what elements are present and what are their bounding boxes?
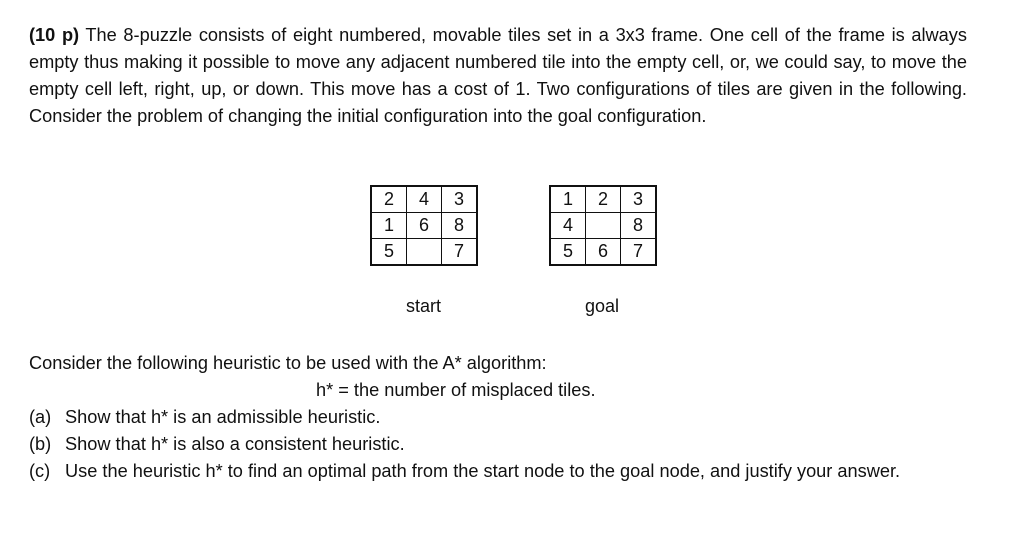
start-row <box>371 186 477 213</box>
question-label: (b) <box>29 434 52 454</box>
question-item <box>29 458 967 485</box>
points-label: (10 p) <box>29 25 80 45</box>
start-cell: 3 <box>442 186 478 213</box>
problem-intro: The 8-puzzle consists of eight numbered, movable tiles set in a 3x3 frame. One cell of the frame is always empty thus making it possible to move any adjacent numbered tile into the empty cell, or, we could say, to move the empty cell left, right, up, or down. This move has a cost of 1. Two configurations of tiles are given in the following. Consider the problem of changing the initial configuration into the goal configuration. <box>29 25 967 126</box>
goal-row <box>550 239 656 266</box>
start-grid <box>370 185 478 266</box>
start-cell: 5 <box>371 239 407 266</box>
start-cell: 4 <box>407 186 442 213</box>
heuristic-lead: Consider the following heuristic to be used with the A* algorithm: <box>29 353 547 373</box>
goal-cell: 7 <box>621 239 657 266</box>
goal-cell: 1 <box>550 186 586 213</box>
start-cell: 8 <box>442 213 478 239</box>
goal-cell: 6 <box>586 239 621 266</box>
problem-statement <box>29 22 967 130</box>
goal-cell: 8 <box>621 213 657 239</box>
start-row <box>371 239 477 266</box>
start-cell: 2 <box>371 186 407 213</box>
goal-caption: goal <box>585 296 620 316</box>
goal-cell: 4 <box>550 213 586 239</box>
goal-cell: 3 <box>621 186 657 213</box>
start-cell <box>407 239 442 266</box>
start-row <box>371 213 477 239</box>
goal-cell <box>586 213 621 239</box>
question-label: (c) <box>29 461 51 481</box>
goal-cell: 2 <box>586 186 621 213</box>
start-cell: 6 <box>407 213 442 239</box>
start-cell: 1 <box>371 213 407 239</box>
start-caption: start <box>406 296 442 316</box>
goal-grid <box>549 185 657 266</box>
start-cell: 7 <box>442 239 478 266</box>
question-item <box>29 404 967 431</box>
question-list <box>29 404 967 485</box>
question-label: (a) <box>29 407 52 427</box>
question-text: Show that h* is also a consistent heuristic. <box>65 434 405 454</box>
goal-cell: 5 <box>550 239 586 266</box>
goal-row <box>550 186 656 213</box>
goal-row <box>550 213 656 239</box>
question-item <box>29 431 967 458</box>
question-text: Show that h* is an admissible heuristic. <box>65 407 381 427</box>
heuristic-definition: h* = the number of misplaced tiles. <box>316 380 596 400</box>
question-text: Use the heuristic h* to find an optimal path from the start node to the goal node, and justify your answer. <box>65 461 901 481</box>
